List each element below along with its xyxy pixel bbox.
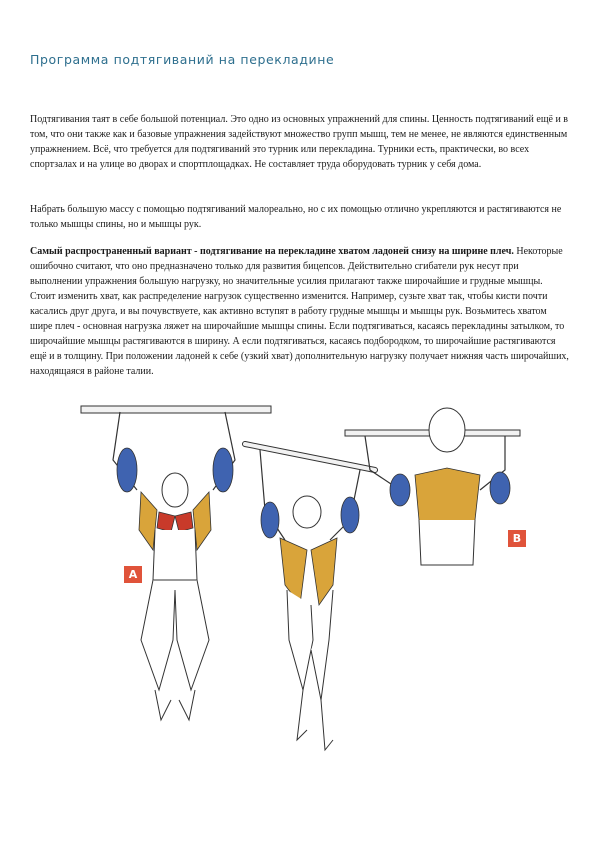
label-a: A [124, 566, 142, 583]
pullup-illustration [75, 400, 525, 780]
figure-b [345, 408, 520, 565]
paragraph-intro: Подтягивания таят в себе большой потенциал. Это одно из основных упражнений для спины. Ценность подтягиваний ещё и в том, что они также как и базовые упражнения задействуют множество групп мышц, тем не менее, не являются единственным упражнением. Всё, что требуется для подтягиваний это турник или перекладина. Турники есть, практически, во всех спортзалах и на улице во дворах и спортплощадках. Не составляет труда оборудовать турник у себя дома. [30, 114, 569, 170]
paragraph-grip-bold: Самый распространенный вариант - подтягивание на перекладине хватом ладоней снизу на ширине плеч. [30, 246, 514, 257]
paragraph-mass: Набрать большую массу с помощью подтягиваний малореально, но с их помощью отлично укрепляются и растягиваются не только мышцы спины, но и мышцы рук. [30, 204, 562, 230]
paragraph-grip-text: Некоторые ошибочно считают, что оно предназначено только для развития бицепсов. Действительно сгибатели рук несут при выполнении упражнения большую нагрузку, но значительные усилия прилагают также широчайшие и грудные мышцы. Стоит изменить хват, как распределение нагрузок существенно изменится. Например, сузьте хват так, чтобы кисти почти касались друг друга, и вы почувствуете, как активно вступят в работу грудные мышцы и мышцы рук. Возьмитесь хватом шире плеч - основная нагрузка ляжет на широчайшие мышцы спины. Если подтягиваться, касаясь перекладины затылком, то широчайшие мышцы растягиваются в ширину. А если подтягиваться, касаясь подбородком, то широчайшие растягиваются ещё и в толщину. При положении ладоней к себе (узкий хват) дополнительную нагрузку получает нижняя часть широчайших, находящаяся в районе талии. [30, 246, 569, 377]
page-title: Программа подтягиваний на перекладине [30, 52, 335, 67]
figure-middle [245, 444, 375, 750]
figure-a [81, 406, 271, 720]
label-b: B [508, 530, 526, 547]
paragraph-grip [30, 244, 570, 379]
